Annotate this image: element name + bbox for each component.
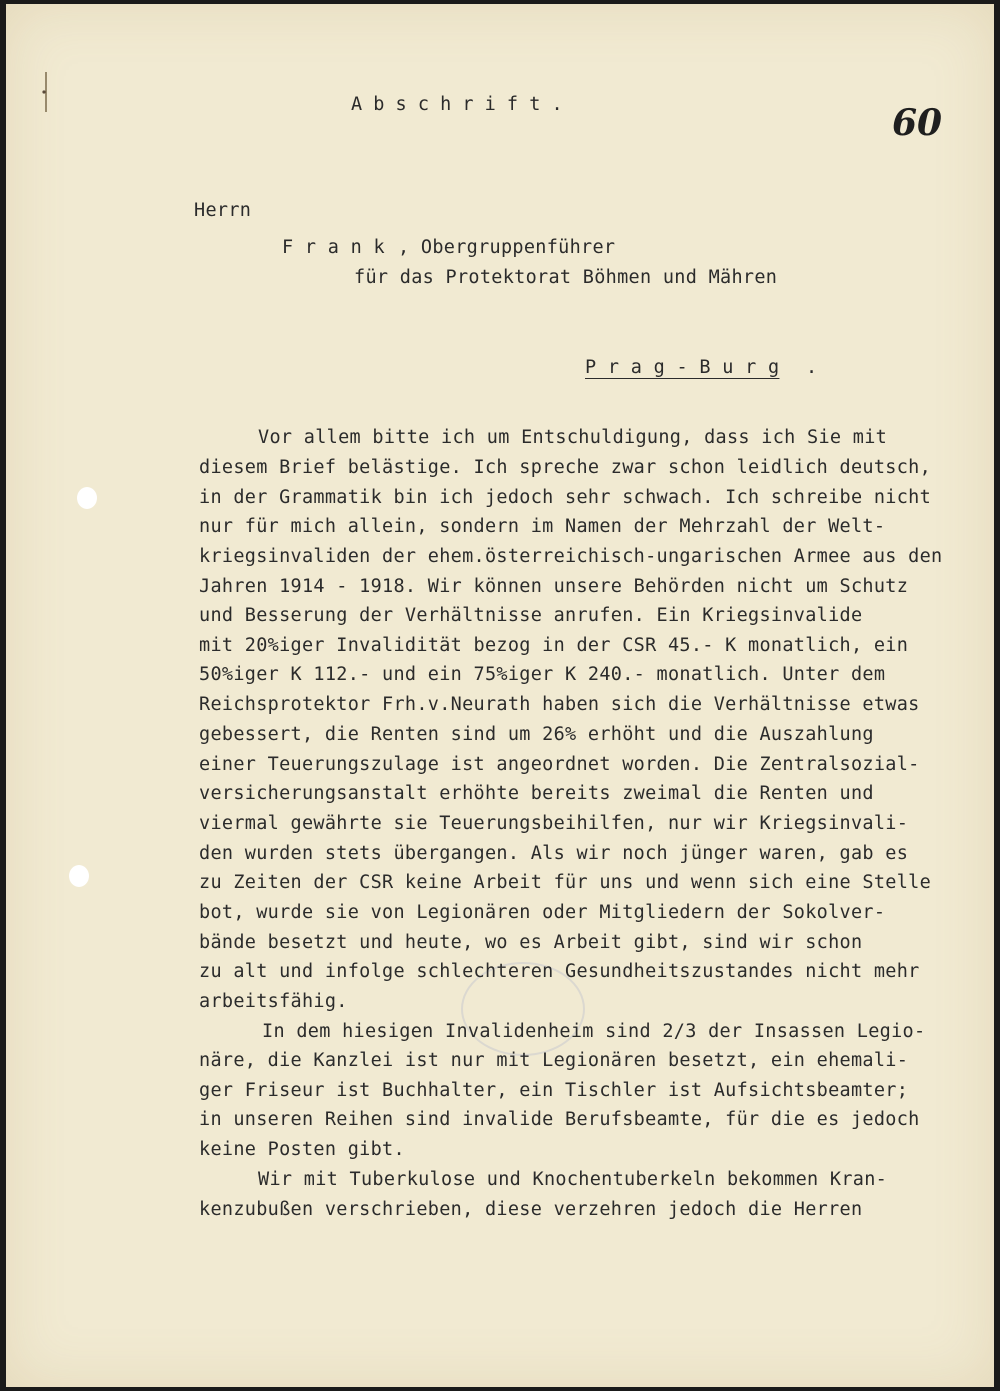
body-line: diesem Brief belästige. Ich spreche zwar schon leidlich deutsch, <box>199 457 932 478</box>
body-line: In dem hiesigen Invalidenheim sind 2/3 der Insassen Legio- <box>262 1021 926 1042</box>
location-period: . <box>806 357 818 378</box>
body-line: und Besserung der Verhältnisse anrufen. Ein Kriegsinvalide <box>199 605 863 626</box>
margin-mark-icon <box>42 72 50 112</box>
body-line: zu alt und infolge schlechteren Gesundheitszustandes nicht mehr <box>199 961 920 982</box>
body-line: versicherungsanstalt erhöhte bereits zweimal die Renten und <box>199 783 874 804</box>
body-line: in unseren Reihen sind invalide Berufsbeamte, für die es jedoch <box>199 1109 920 1130</box>
page-number: 60 <box>892 102 943 144</box>
body-line: näre, die Kanzlei ist nur mit Legionären besetzt, ein ehemali- <box>199 1050 909 1071</box>
body-line: ger Friseur ist Buchhalter, ein Tischler ist Aufsichtsbeamter; <box>199 1080 909 1101</box>
body-line: gebessert, die Renten sind um 26% erhöht und die Auszahlung <box>199 724 874 745</box>
body-line: keine Posten gibt. <box>199 1139 405 1160</box>
document-page <box>6 4 994 1387</box>
body-line: bot, wurde sie von Legionären oder Mitgliedern der Sokolver- <box>199 902 886 923</box>
body-line: zu Zeiten der CSR keine Arbeit für uns und wenn sich eine Stelle <box>199 872 932 893</box>
location-line: P r a g - B u r g <box>585 357 780 378</box>
salutation: Herrn <box>194 200 252 221</box>
body-line: nur für mich allein, sondern im Namen der Mehrzahl der Welt- <box>199 516 886 537</box>
punch-hole-top <box>77 487 97 509</box>
body-line: bände besetzt und heute, wo es Arbeit gibt, sind wir schon <box>199 932 863 953</box>
document-heading: A b s c h r i f t . <box>351 94 563 115</box>
body-line: mit 20%iger Invalidität bezog in der CSR 45.- K monatlich, ein <box>199 635 909 656</box>
body-line: viermal gewährte sie Teuerungsbeihilfen, nur wir Kriegsinvali- <box>199 813 909 834</box>
body-line: in der Grammatik bin ich jedoch sehr schwach. Ich schreibe nicht <box>199 487 932 508</box>
body-line: Jahren 1914 - 1918. Wir können unsere Behörden nicht um Schutz <box>199 576 909 597</box>
addressee-title: , Obergruppenführer <box>398 237 616 258</box>
body-line: Reichsprotektor Frh.v.Neurath haben sich die Verhältnisse etwas <box>199 694 920 715</box>
body-line: kenzubußen verschrieben, diese verzehren jedoch die Herren <box>199 1199 863 1220</box>
body-line: arbeitsfähig. <box>199 991 348 1012</box>
body-line: einer Teuerungszulage ist angeordnet worden. Die Zentralsozial- <box>199 754 920 775</box>
body-line: Wir mit Tuberkulose und Knochentuberkeln bekommen Kran- <box>258 1169 888 1190</box>
body-line: Vor allem bitte ich um Entschuldigung, dass ich Sie mit <box>258 427 888 448</box>
body-line: kriegsinvaliden der ehem.österreichisch-ungarischen Armee aus den <box>199 546 943 567</box>
addressee-line2: für das Protektorat Böhmen und Mähren <box>354 267 778 288</box>
body-line: 50%iger K 112.- und ein 75%iger K 240.- monatlich. Unter dem <box>199 664 886 685</box>
addressee-name: F r a n k <box>282 237 385 258</box>
body-line: den wurden stets übergangen. Als wir noch jünger waren, gab es <box>199 843 909 864</box>
punch-hole-bottom <box>69 865 89 887</box>
